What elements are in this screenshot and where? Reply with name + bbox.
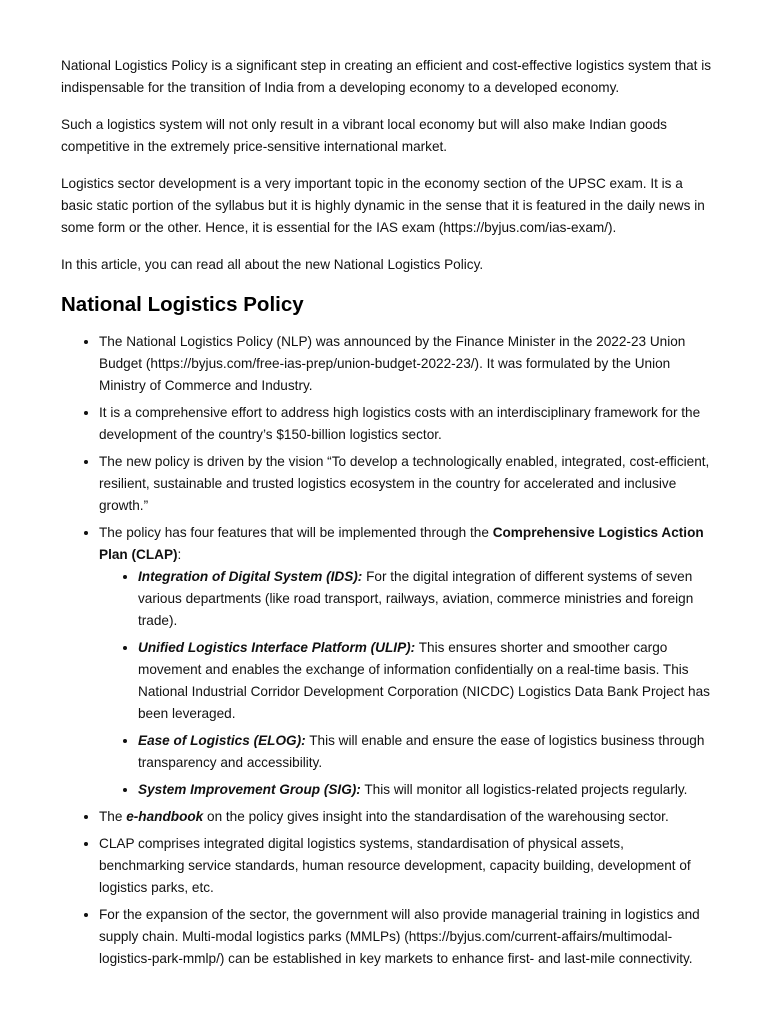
four-features-colon: : bbox=[177, 547, 182, 562]
feature-item-ulip bbox=[138, 637, 713, 725]
list-item-nlp-announcement: • The National Logistics Policy (NLP) was announced by the Finance Minister in the 2022-23 Union Budget (https://byjus.com/free-ias-prep/union-budget-2022-23/). It was formulated by the Union Ministry of Commerce and Industry. bbox=[99, 331, 713, 397]
feature-title: Ease of Logistics (ELOG): bbox=[138, 733, 306, 748]
intro-paragraph-2: Such a logistics system will not only result in a vibrant local economy but will also make Indian goods competitive in the extremely price-sensitive international market. bbox=[61, 117, 667, 154]
section-heading: National Logistics Policy bbox=[61, 293, 304, 316]
clap-term: Comprehensive Logistics Action Plan (CLAP) bbox=[99, 525, 704, 562]
feature-item-ids bbox=[138, 566, 713, 632]
four-features-intro: The policy has four features that will be implemented through the bbox=[99, 525, 493, 540]
feature-text: This will enable and ensure the ease of logistics business through transparency and accessibility. bbox=[138, 733, 705, 770]
intro-paragraph-4: In this article, you can read all about the new National Logistics Policy. bbox=[61, 257, 484, 272]
feature-text: This ensures shorter and smoother cargo movement and enables the exchange of information confidentially on a real-time basis. This National Industrial Corridor Development Corporation (NICDC) Logistics Data Bank Project has been leveraged. bbox=[138, 640, 710, 721]
feature-text: For the digital integration of different systems of seven various departments (like road transport, railways, aviation, commerce ministries and foreign trade). bbox=[138, 569, 694, 628]
e-handbook-pre: The bbox=[99, 809, 127, 824]
policy-bullet-list bbox=[61, 331, 713, 970]
list-item-four-features bbox=[99, 522, 713, 801]
feature-item-sig bbox=[138, 779, 713, 801]
feature-title: Integration of Digital System (IDS): bbox=[138, 569, 363, 584]
intro-paragraph-1: National Logistics Policy is a significant step in creating an efficient and cost-effective logistics system that is indispensable for the transition of India from a developing economy to a developed economy. bbox=[61, 58, 712, 95]
feature-title: Unified Logistics Interface Platform (ULIP): bbox=[138, 640, 416, 655]
feature-title: System Improvement Group (SIG): bbox=[138, 782, 361, 797]
list-item-expansion: • For the expansion of the sector, the government will also provide managerial training in logistics and supply chain. Multi-modal logistics parks (MMLPs) (https://byjus.com/current-affairs/multimodal-logistics-park-mmlp/) can be established in key markets to enhance first- and last-mile connectivity. bbox=[99, 904, 713, 970]
e-handbook-post: on the policy gives insight into the standardisation of the warehousing sector. bbox=[203, 809, 669, 824]
feature-text: This will monitor all logistics-related projects regularly. bbox=[360, 782, 688, 797]
intro-paragraph-3: Logistics sector development is a very important topic in the economy section of the UPSC exam. It is a basic static portion of the syllabus but it is highly dynamic in the sense that it is featured in the daily news in some form or the other. Hence, it is essential for the IAS exam (https://byjus.com/ias-exam/). bbox=[61, 176, 705, 235]
list-item-e-handbook bbox=[99, 806, 713, 828]
list-item-vision: • The new policy is driven by the vision “To develop a technologically enabled, integrated, cost-efficient, resilient, sustainable and trusted logistics ecosystem in the country for accelerated and inclusive growth.” bbox=[99, 451, 713, 517]
e-handbook-term: e-handbook bbox=[126, 809, 204, 824]
list-item-clap-components: • CLAP comprises integrated digital logistics systems, standardisation of physical assets, benchmarking service standards, human resource development, capacity building, development of logistics parks, etc. bbox=[99, 833, 713, 899]
article-content bbox=[61, 55, 713, 975]
features-sublist bbox=[99, 566, 713, 801]
feature-item-elog bbox=[138, 730, 713, 774]
list-item-comprehensive-effort: • It is a comprehensive effort to address high logistics costs with an interdisciplinary framework for the development of the country’s $150-billion logistics sector. bbox=[99, 402, 713, 446]
